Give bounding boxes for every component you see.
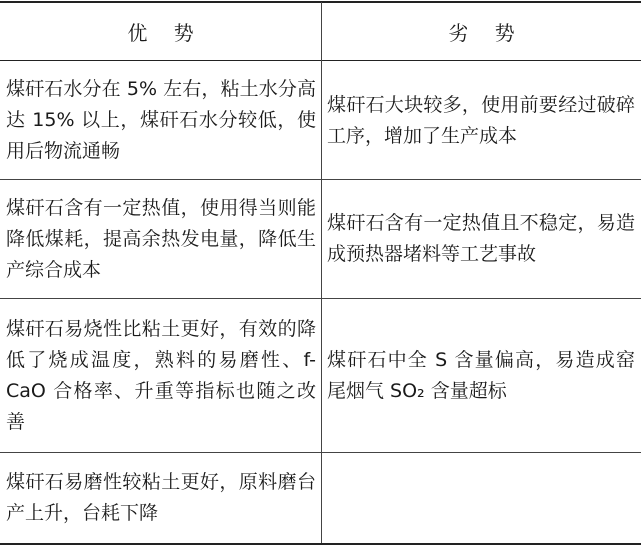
- table-bottom-rule: [0, 543, 641, 545]
- header-advantages: 优 势: [127, 20, 204, 45]
- table-cell-advantage: [6, 301, 316, 450]
- cell-text: 煤矸石含有一定热值，使用得当则能降低煤耗，提高余热发电量，降低生产综合成本: [6, 196, 316, 281]
- cell-text: 煤矸石中全 S 含量偏高，易造成窑尾烟气 SO₂ 含量超标: [327, 348, 635, 402]
- table-cell-advantage: [6, 182, 316, 296]
- cell-text: 煤矸石易磨性较粘土更好，原料磨台产上升，台耗下降: [6, 471, 316, 524]
- cell-text: 煤矸石易烧性比粘土更好，有效的降低了烧成温度，熟料的易磨性、f-CaO 合格率、升重等指标也随之改善: [6, 317, 316, 433]
- cell-text: 煤矸石大块较多，使用前要经过破碎工序，增加了生产成本: [327, 93, 635, 147]
- table-cell-advantage: [6, 455, 316, 541]
- table-cell-disadvantage: [327, 64, 635, 177]
- table-cell-disadvantage: [327, 182, 635, 296]
- table-cell-disadvantage: [327, 301, 635, 450]
- cell-text: 煤矸石含有一定热值且不稳定，易造成预热器堵料等工艺事故: [327, 212, 635, 265]
- table-cell-disadvantage: [327, 455, 635, 541]
- cell-text: 煤矸石水分在 5% 左右，粘土水分高达 15% 以上，煤矸石水分较低，使用后物流通畅: [6, 78, 316, 162]
- table-cell-advantage: [6, 64, 316, 177]
- header-disadvantages: 劣 势: [448, 20, 525, 45]
- table-column-divider: [321, 2, 322, 543]
